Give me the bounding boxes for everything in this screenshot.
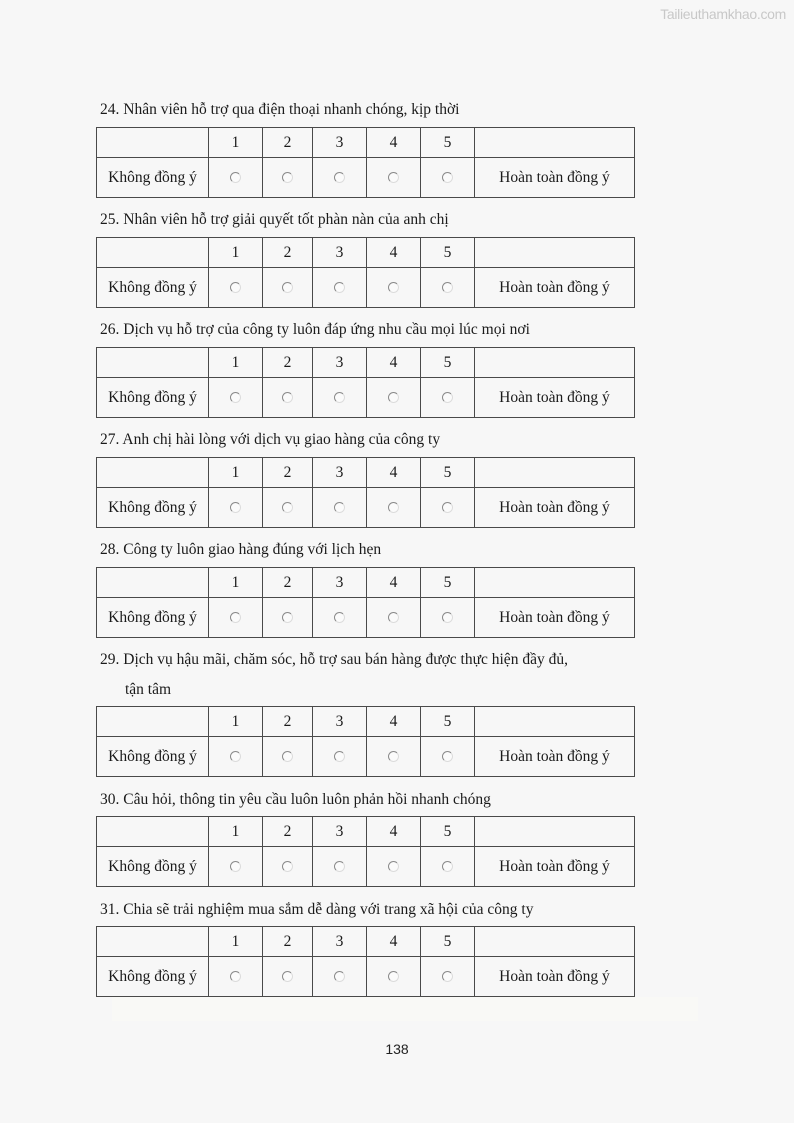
radio-button-icon[interactable] [388, 612, 399, 623]
question-text: 29. Dịch vụ hậu mãi, chăm sóc, hỗ trợ sau bán hàng được thực hiện đầy đủ, [100, 651, 568, 668]
scale-options-row [97, 847, 635, 887]
radio-button-icon[interactable] [388, 751, 399, 762]
scale-number: 1 [209, 927, 263, 957]
empty-cell [97, 238, 209, 268]
radio-button-icon[interactable] [388, 971, 399, 982]
rating-scale-table [96, 237, 635, 308]
radio-cell[interactable] [367, 268, 421, 308]
radio-button-icon[interactable] [388, 172, 399, 183]
radio-button-icon[interactable] [388, 861, 399, 872]
blank-strip [112, 997, 698, 1021]
radio-button-icon[interactable] [334, 392, 345, 403]
question-text: 30. Câu hỏi, thông tin yêu cầu luôn luôn phản hồi nhanh chóng [100, 791, 491, 808]
radio-button-icon[interactable] [334, 751, 345, 762]
scale-header-row [97, 238, 635, 268]
question-text: 28. Công ty luôn giao hàng đúng với lịch hẹn [100, 541, 382, 558]
radio-cell[interactable] [263, 378, 313, 418]
radio-button-icon[interactable] [282, 502, 293, 513]
radio-cell[interactable] [263, 598, 313, 638]
radio-button-icon[interactable] [282, 612, 293, 623]
scale-header-row [97, 927, 635, 957]
question-28 [100, 535, 381, 565]
question-27 [100, 425, 440, 455]
scale-header-row [97, 458, 635, 488]
radio-button-icon[interactable] [230, 751, 241, 762]
rating-scale-table [96, 926, 635, 997]
radio-cell[interactable] [367, 158, 421, 198]
scale-header-row [97, 348, 635, 378]
left-anchor-label: Không đồng ý [97, 488, 209, 528]
scale-number: 1 [209, 458, 263, 488]
radio-cell[interactable] [367, 737, 421, 777]
radio-button-icon[interactable] [282, 971, 293, 982]
radio-cell[interactable] [313, 847, 367, 887]
radio-button-icon[interactable] [282, 392, 293, 403]
rating-scale-table [96, 706, 635, 777]
empty-cell [475, 817, 635, 847]
empty-cell [475, 348, 635, 378]
radio-cell[interactable] [313, 737, 367, 777]
radio-cell[interactable] [209, 488, 263, 528]
scale-number: 4 [367, 707, 421, 737]
empty-cell [475, 458, 635, 488]
radio-cell[interactable] [313, 378, 367, 418]
empty-cell [97, 128, 209, 158]
radio-cell[interactable] [209, 737, 263, 777]
scale-number: 5 [421, 568, 475, 598]
left-anchor-label: Không đồng ý [97, 378, 209, 418]
question-30 [100, 785, 491, 815]
right-anchor-label: Hoàn toàn đồng ý [475, 847, 635, 887]
radio-cell[interactable] [367, 598, 421, 638]
scale-options-row [97, 737, 635, 777]
radio-cell[interactable] [263, 957, 313, 997]
radio-cell[interactable] [313, 268, 367, 308]
scale-options-row [97, 158, 635, 198]
scale-options-row [97, 488, 635, 528]
radio-cell[interactable] [421, 957, 475, 997]
scale-number: 4 [367, 348, 421, 378]
question-29 [100, 645, 568, 705]
radio-cell[interactable] [421, 378, 475, 418]
radio-button-icon[interactable] [282, 172, 293, 183]
empty-cell [97, 707, 209, 737]
scale-options-row [97, 378, 635, 418]
scale-number: 1 [209, 707, 263, 737]
question-25 [100, 205, 449, 235]
rating-scale-table [96, 347, 635, 418]
scale-number: 5 [421, 238, 475, 268]
question-26 [100, 315, 530, 345]
scale-number: 2 [263, 817, 313, 847]
radio-cell[interactable] [367, 378, 421, 418]
scale-number: 2 [263, 927, 313, 957]
scale-number: 5 [421, 927, 475, 957]
radio-cell[interactable] [367, 957, 421, 997]
question-text: 26. Dịch vụ hỗ trợ của công ty luôn đáp ứng nhu cầu mọi lúc mọi nơi [100, 321, 530, 338]
scale-header-row [97, 128, 635, 158]
scale-number: 5 [421, 348, 475, 378]
scale-number: 5 [421, 458, 475, 488]
scale-number: 3 [313, 927, 367, 957]
scale-number: 3 [313, 348, 367, 378]
radio-button-icon[interactable] [334, 172, 345, 183]
radio-cell[interactable] [313, 488, 367, 528]
question-text: 27. Anh chị hài lòng với dịch vụ giao hàng của công ty [100, 431, 441, 448]
watermark: Tailieuthamkhao.com [660, 6, 786, 22]
scale-header-row [97, 817, 635, 847]
scale-number: 5 [421, 707, 475, 737]
radio-cell[interactable] [421, 268, 475, 308]
radio-cell[interactable] [421, 737, 475, 777]
scale-number: 1 [209, 817, 263, 847]
radio-cell[interactable] [263, 158, 313, 198]
radio-button-icon[interactable] [442, 172, 453, 183]
radio-button-icon[interactable] [230, 612, 241, 623]
radio-button-icon[interactable] [442, 971, 453, 982]
radio-cell[interactable] [313, 957, 367, 997]
rating-scale-table [96, 127, 635, 198]
empty-cell [475, 927, 635, 957]
radio-button-icon[interactable] [334, 282, 345, 293]
radio-button-icon[interactable] [230, 172, 241, 183]
radio-cell[interactable] [209, 598, 263, 638]
radio-cell[interactable] [421, 488, 475, 528]
question-text: 25. Nhân viên hỗ trợ giải quyết tốt phàn nàn của anh chị [100, 211, 449, 228]
radio-cell[interactable] [209, 158, 263, 198]
question-31 [100, 895, 533, 925]
empty-cell [97, 817, 209, 847]
radio-cell[interactable] [263, 488, 313, 528]
scale-number: 1 [209, 568, 263, 598]
radio-button-icon[interactable] [442, 751, 453, 762]
radio-button-icon[interactable] [334, 971, 345, 982]
scale-number: 3 [313, 458, 367, 488]
scale-options-row [97, 598, 635, 638]
scale-options-row [97, 268, 635, 308]
scale-number: 2 [263, 707, 313, 737]
radio-button-icon[interactable] [282, 861, 293, 872]
empty-cell [475, 128, 635, 158]
radio-cell[interactable] [263, 737, 313, 777]
radio-cell[interactable] [313, 598, 367, 638]
scale-header-row [97, 568, 635, 598]
right-anchor-label: Hoàn toàn đồng ý [475, 378, 635, 418]
scale-number: 3 [313, 128, 367, 158]
radio-button-icon[interactable] [442, 612, 453, 623]
right-anchor-label: Hoàn toàn đồng ý [475, 598, 635, 638]
scale-number: 5 [421, 128, 475, 158]
rating-scale-table [96, 816, 635, 887]
scale-header-row [97, 707, 635, 737]
radio-button-icon[interactable] [230, 971, 241, 982]
scale-number: 2 [263, 238, 313, 268]
empty-cell [97, 458, 209, 488]
right-anchor-label: Hoàn toàn đồng ý [475, 737, 635, 777]
radio-cell[interactable] [421, 847, 475, 887]
right-anchor-label: Hoàn toàn đồng ý [475, 488, 635, 528]
scale-number: 4 [367, 817, 421, 847]
empty-cell [97, 927, 209, 957]
radio-cell[interactable] [421, 158, 475, 198]
radio-button-icon[interactable] [388, 282, 399, 293]
radio-button-icon[interactable] [230, 282, 241, 293]
radio-button-icon[interactable] [442, 392, 453, 403]
radio-cell[interactable] [209, 957, 263, 997]
right-anchor-label: Hoàn toàn đồng ý [475, 268, 635, 308]
scale-number: 2 [263, 568, 313, 598]
radio-button-icon[interactable] [230, 502, 241, 513]
radio-button-icon[interactable] [442, 282, 453, 293]
scale-number: 4 [367, 458, 421, 488]
scale-number: 1 [209, 348, 263, 378]
radio-button-icon[interactable] [282, 282, 293, 293]
radio-cell[interactable] [421, 598, 475, 638]
radio-button-icon[interactable] [388, 392, 399, 403]
empty-cell [475, 568, 635, 598]
radio-cell[interactable] [313, 158, 367, 198]
radio-button-icon[interactable] [442, 861, 453, 872]
scale-number: 1 [209, 238, 263, 268]
question-24 [100, 95, 459, 125]
radio-cell[interactable] [209, 847, 263, 887]
question-text: 31. Chia sẽ trải nghiệm mua sắm dễ dàng với trang xã hội của công ty [100, 901, 534, 918]
question-text-continuation: tận tâm [125, 681, 172, 698]
radio-cell[interactable] [263, 847, 313, 887]
radio-cell[interactable] [367, 488, 421, 528]
right-anchor-label: Hoàn toàn đồng ý [475, 957, 635, 997]
rating-scale-table [96, 457, 635, 528]
scale-number: 3 [313, 238, 367, 268]
scale-number: 1 [209, 128, 263, 158]
scale-number: 4 [367, 927, 421, 957]
radio-button-icon[interactable] [442, 502, 453, 513]
scale-number: 2 [263, 128, 313, 158]
empty-cell [475, 238, 635, 268]
right-anchor-label: Hoàn toàn đồng ý [475, 158, 635, 198]
left-anchor-label: Không đồng ý [97, 158, 209, 198]
radio-cell[interactable] [367, 847, 421, 887]
scale-number: 4 [367, 568, 421, 598]
radio-button-icon[interactable] [282, 751, 293, 762]
empty-cell [475, 707, 635, 737]
scale-number: 3 [313, 568, 367, 598]
rating-scale-table [96, 567, 635, 638]
scale-number: 2 [263, 348, 313, 378]
radio-button-icon[interactable] [230, 392, 241, 403]
scale-number: 5 [421, 817, 475, 847]
empty-cell [97, 568, 209, 598]
page-number: 138 [385, 1041, 409, 1057]
empty-cell [97, 348, 209, 378]
radio-button-icon[interactable] [334, 612, 345, 623]
scale-number: 3 [313, 707, 367, 737]
left-anchor-label: Không đồng ý [97, 268, 209, 308]
left-anchor-label: Không đồng ý [97, 957, 209, 997]
scale-number: 4 [367, 128, 421, 158]
radio-button-icon[interactable] [388, 502, 399, 513]
radio-cell[interactable] [263, 268, 313, 308]
scale-number: 3 [313, 817, 367, 847]
radio-button-icon[interactable] [334, 502, 345, 513]
left-anchor-label: Không đồng ý [97, 847, 209, 887]
scale-number: 4 [367, 238, 421, 268]
radio-button-icon[interactable] [334, 861, 345, 872]
left-anchor-label: Không đồng ý [97, 598, 209, 638]
scale-options-row [97, 957, 635, 997]
radio-cell[interactable] [209, 378, 263, 418]
radio-button-icon[interactable] [230, 861, 241, 872]
left-anchor-label: Không đồng ý [97, 737, 209, 777]
question-text: 24. Nhân viên hỗ trợ qua điện thoại nhanh chóng, kịp thời [100, 101, 460, 118]
radio-cell[interactable] [209, 268, 263, 308]
scale-number: 2 [263, 458, 313, 488]
